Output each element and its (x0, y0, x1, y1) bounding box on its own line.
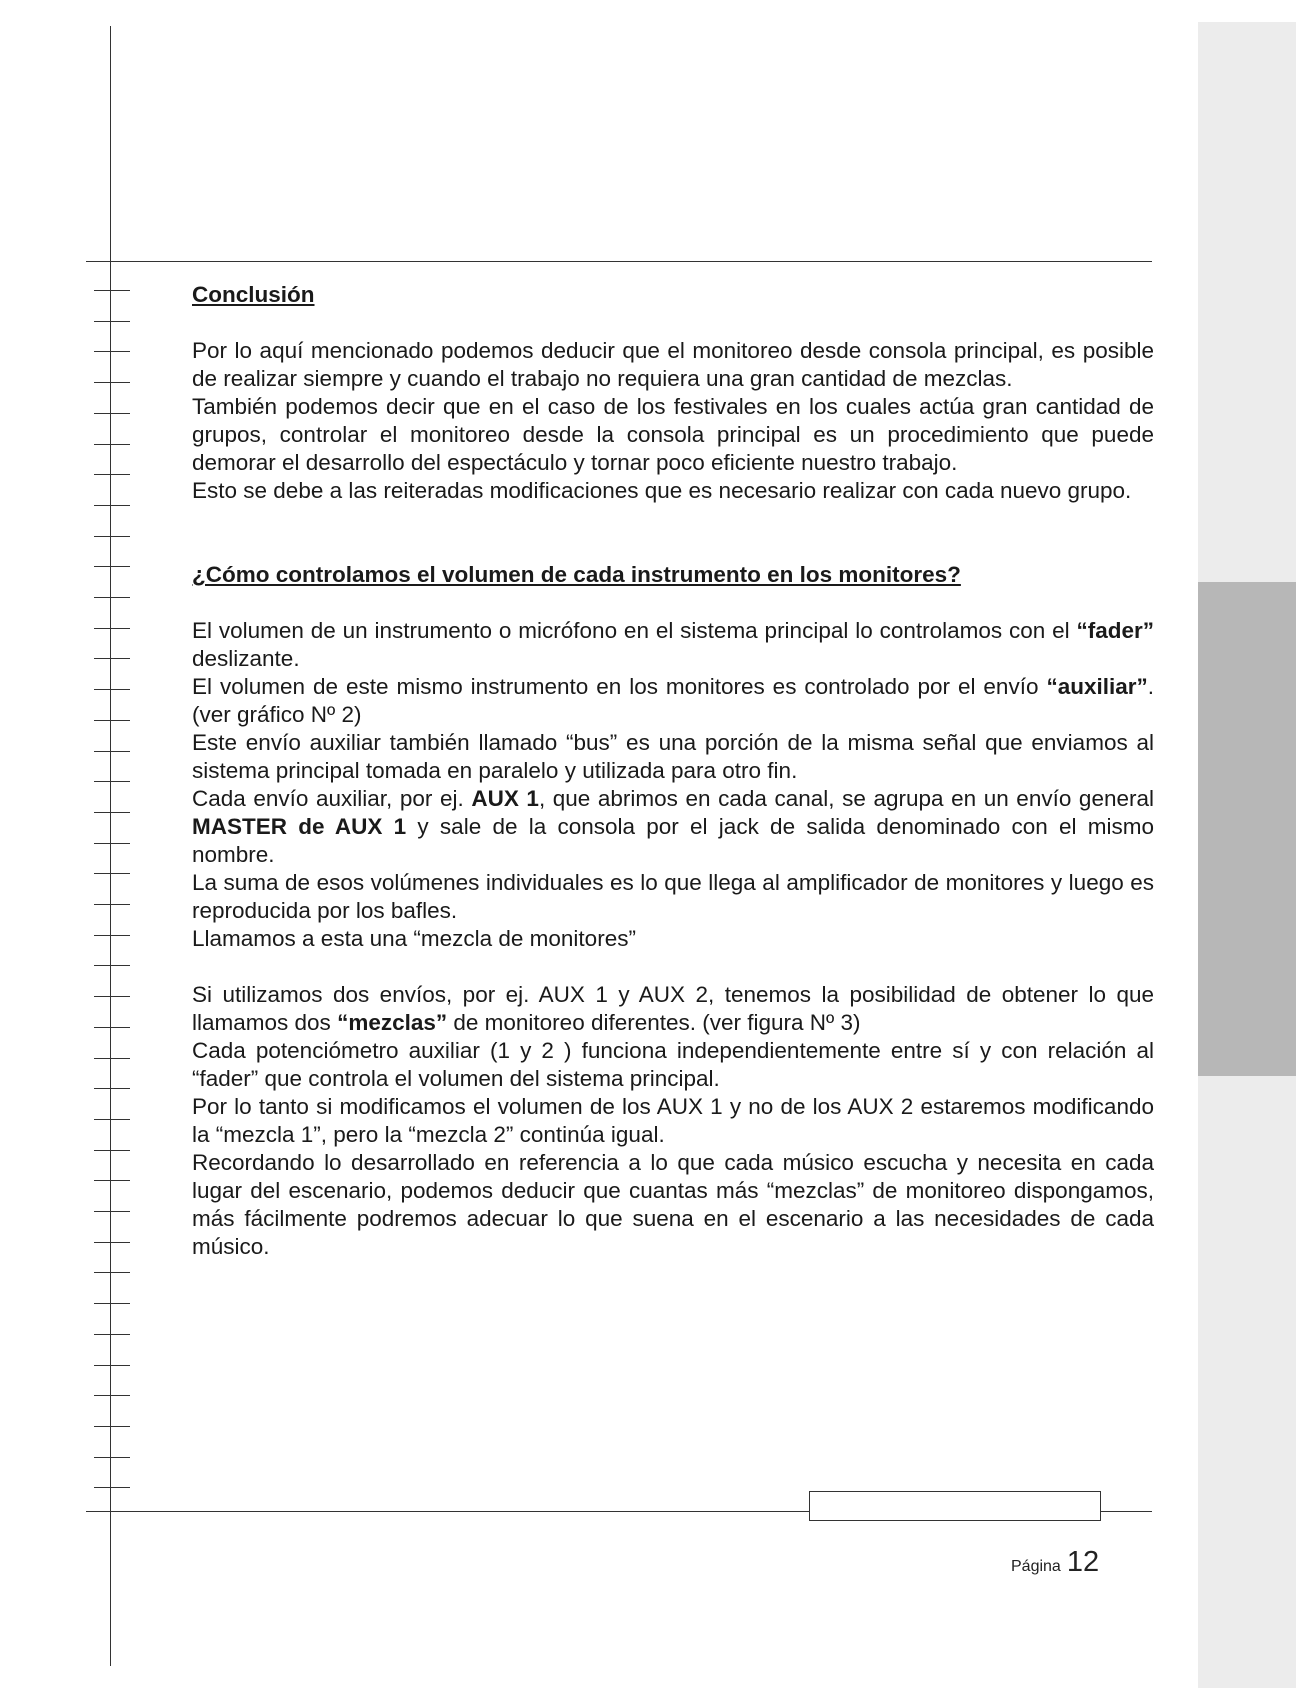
margin-tick (94, 658, 130, 659)
margin-tick (94, 751, 130, 752)
paragraph: Esto se debe a las reiteradas modificaciones que es necesario realizar con cada nuevo grupo. (192, 478, 1132, 503)
margin-tick (94, 536, 130, 537)
top-rule (86, 261, 1152, 262)
margin-tick (94, 505, 130, 506)
margin-tick (94, 1457, 130, 1458)
margin-tick (94, 351, 130, 352)
margin-tick (94, 812, 130, 813)
margin-tick (94, 1365, 130, 1366)
margin-tick (94, 1150, 130, 1151)
paragraph: Por lo aquí mencionado podemos deducir que el monitoreo desde consola principal, es posible de realizar siempre y cuando el trabajo no requiera una gran cantidad de mezclas. (192, 338, 1154, 391)
margin-tick (94, 1180, 130, 1181)
margin-tick (94, 566, 130, 567)
margin-tick (94, 597, 130, 598)
paragraph: Cada envío auxiliar, por ej. AUX 1, que abrimos en cada canal, se agrupa en un envío general MASTER de AUX 1 y sale de la consola por el jack de salida denominado con el mismo nombre. (192, 786, 1154, 867)
margin-tick (94, 1334, 130, 1335)
page-content (192, 281, 1154, 1261)
margin-tick (94, 1303, 130, 1304)
margin-tick (94, 290, 130, 291)
margin-tick (94, 904, 130, 905)
margin-tick (94, 965, 130, 966)
paragraph: El volumen de este mismo instrumento en los monitores es controlado por el envío “auxiliar”. (ver gráfico Nº 2) (192, 674, 1154, 727)
paragraph: Cada potenciómetro auxiliar (1 y 2 ) funciona independientemente entre sí y con relación al “fader” que controla el volumen del sistema principal. (192, 1038, 1154, 1091)
margin-tick (94, 1027, 130, 1028)
margin-tick (94, 1426, 130, 1427)
margin-tick (94, 628, 130, 629)
margin-tick (94, 689, 130, 690)
margin-tick (94, 413, 130, 414)
margin-tick (94, 474, 130, 475)
margin-tick (94, 873, 130, 874)
paragraph: Por lo tanto si modificamos el volumen de los AUX 1 y no de los AUX 2 estaremos modificando la “mezcla 1”, pero la “mezcla 2” continúa igual. (192, 1094, 1154, 1147)
paragraph: El volumen de un instrumento o micrófono en el sistema principal lo controlamos con el “fader” deslizante. (192, 618, 1154, 671)
page-number-value: 12 (1066, 1546, 1100, 1578)
section-heading-conclusion: Conclusión (192, 282, 315, 307)
margin-ticks (94, 290, 130, 1470)
sidebar-tab (1198, 582, 1296, 1076)
paragraph: La suma de esos volúmenes individuales es lo que llega al amplificador de monitores y luego es reproducida por los bafles. (192, 870, 1154, 923)
paragraph: Este envío auxiliar también llamado “bus” es una porción de la misma señal que enviamos al sistema principal tomada en paralelo y utilizada para otro fin. (192, 730, 1154, 783)
margin-tick (94, 1272, 130, 1273)
margin-tick (94, 1242, 130, 1243)
margin-tick (94, 781, 130, 782)
margin-tick (94, 720, 130, 721)
margin-tick (94, 1487, 130, 1488)
margin-tick (94, 1058, 130, 1059)
margin-tick (94, 1119, 130, 1120)
section-heading-monitors: ¿Cómo controlamos el volumen de cada instrumento en los monitores? (192, 562, 961, 587)
margin-tick (94, 843, 130, 844)
paragraph: Llamamos a esta una “mezcla de monitores” (192, 926, 636, 951)
margin-tick (94, 996, 130, 997)
paragraph: Recordando lo desarrollado en referencia a lo que cada músico escucha y necesita en cada lugar del escenario, podemos deducir que cuantas más “mezclas” de monitoreo dispongamos, más fácilmente podremos adecuar lo que suena en el escenario a las necesidades de cada músico. (192, 1150, 1154, 1259)
margin-tick (94, 935, 130, 936)
margin-tick (94, 1395, 130, 1396)
footer-box (809, 1491, 1101, 1521)
margin-tick (94, 321, 130, 322)
margin-tick (94, 444, 130, 445)
margin-tick (94, 1211, 130, 1212)
page-label: Página (1011, 1558, 1061, 1575)
paragraph: También podemos decir que en el caso de los festivales en los cuales actúa gran cantidad de grupos, controlar el monitoreo desde la consola principal es un procedimiento que puede demorar el desarrollo del espectáculo y tornar poco eficiente nuestro trabajo. (192, 394, 1154, 475)
page-number (1011, 1546, 1099, 1579)
margin-tick (94, 1088, 130, 1089)
margin-tick (94, 382, 130, 383)
paragraph: Si utilizamos dos envíos, por ej. AUX 1 y AUX 2, tenemos la posibilidad de obtener lo que llamamos dos “mezclas” de monitoreo diferentes. (ver figura Nº 3) (192, 982, 1154, 1035)
